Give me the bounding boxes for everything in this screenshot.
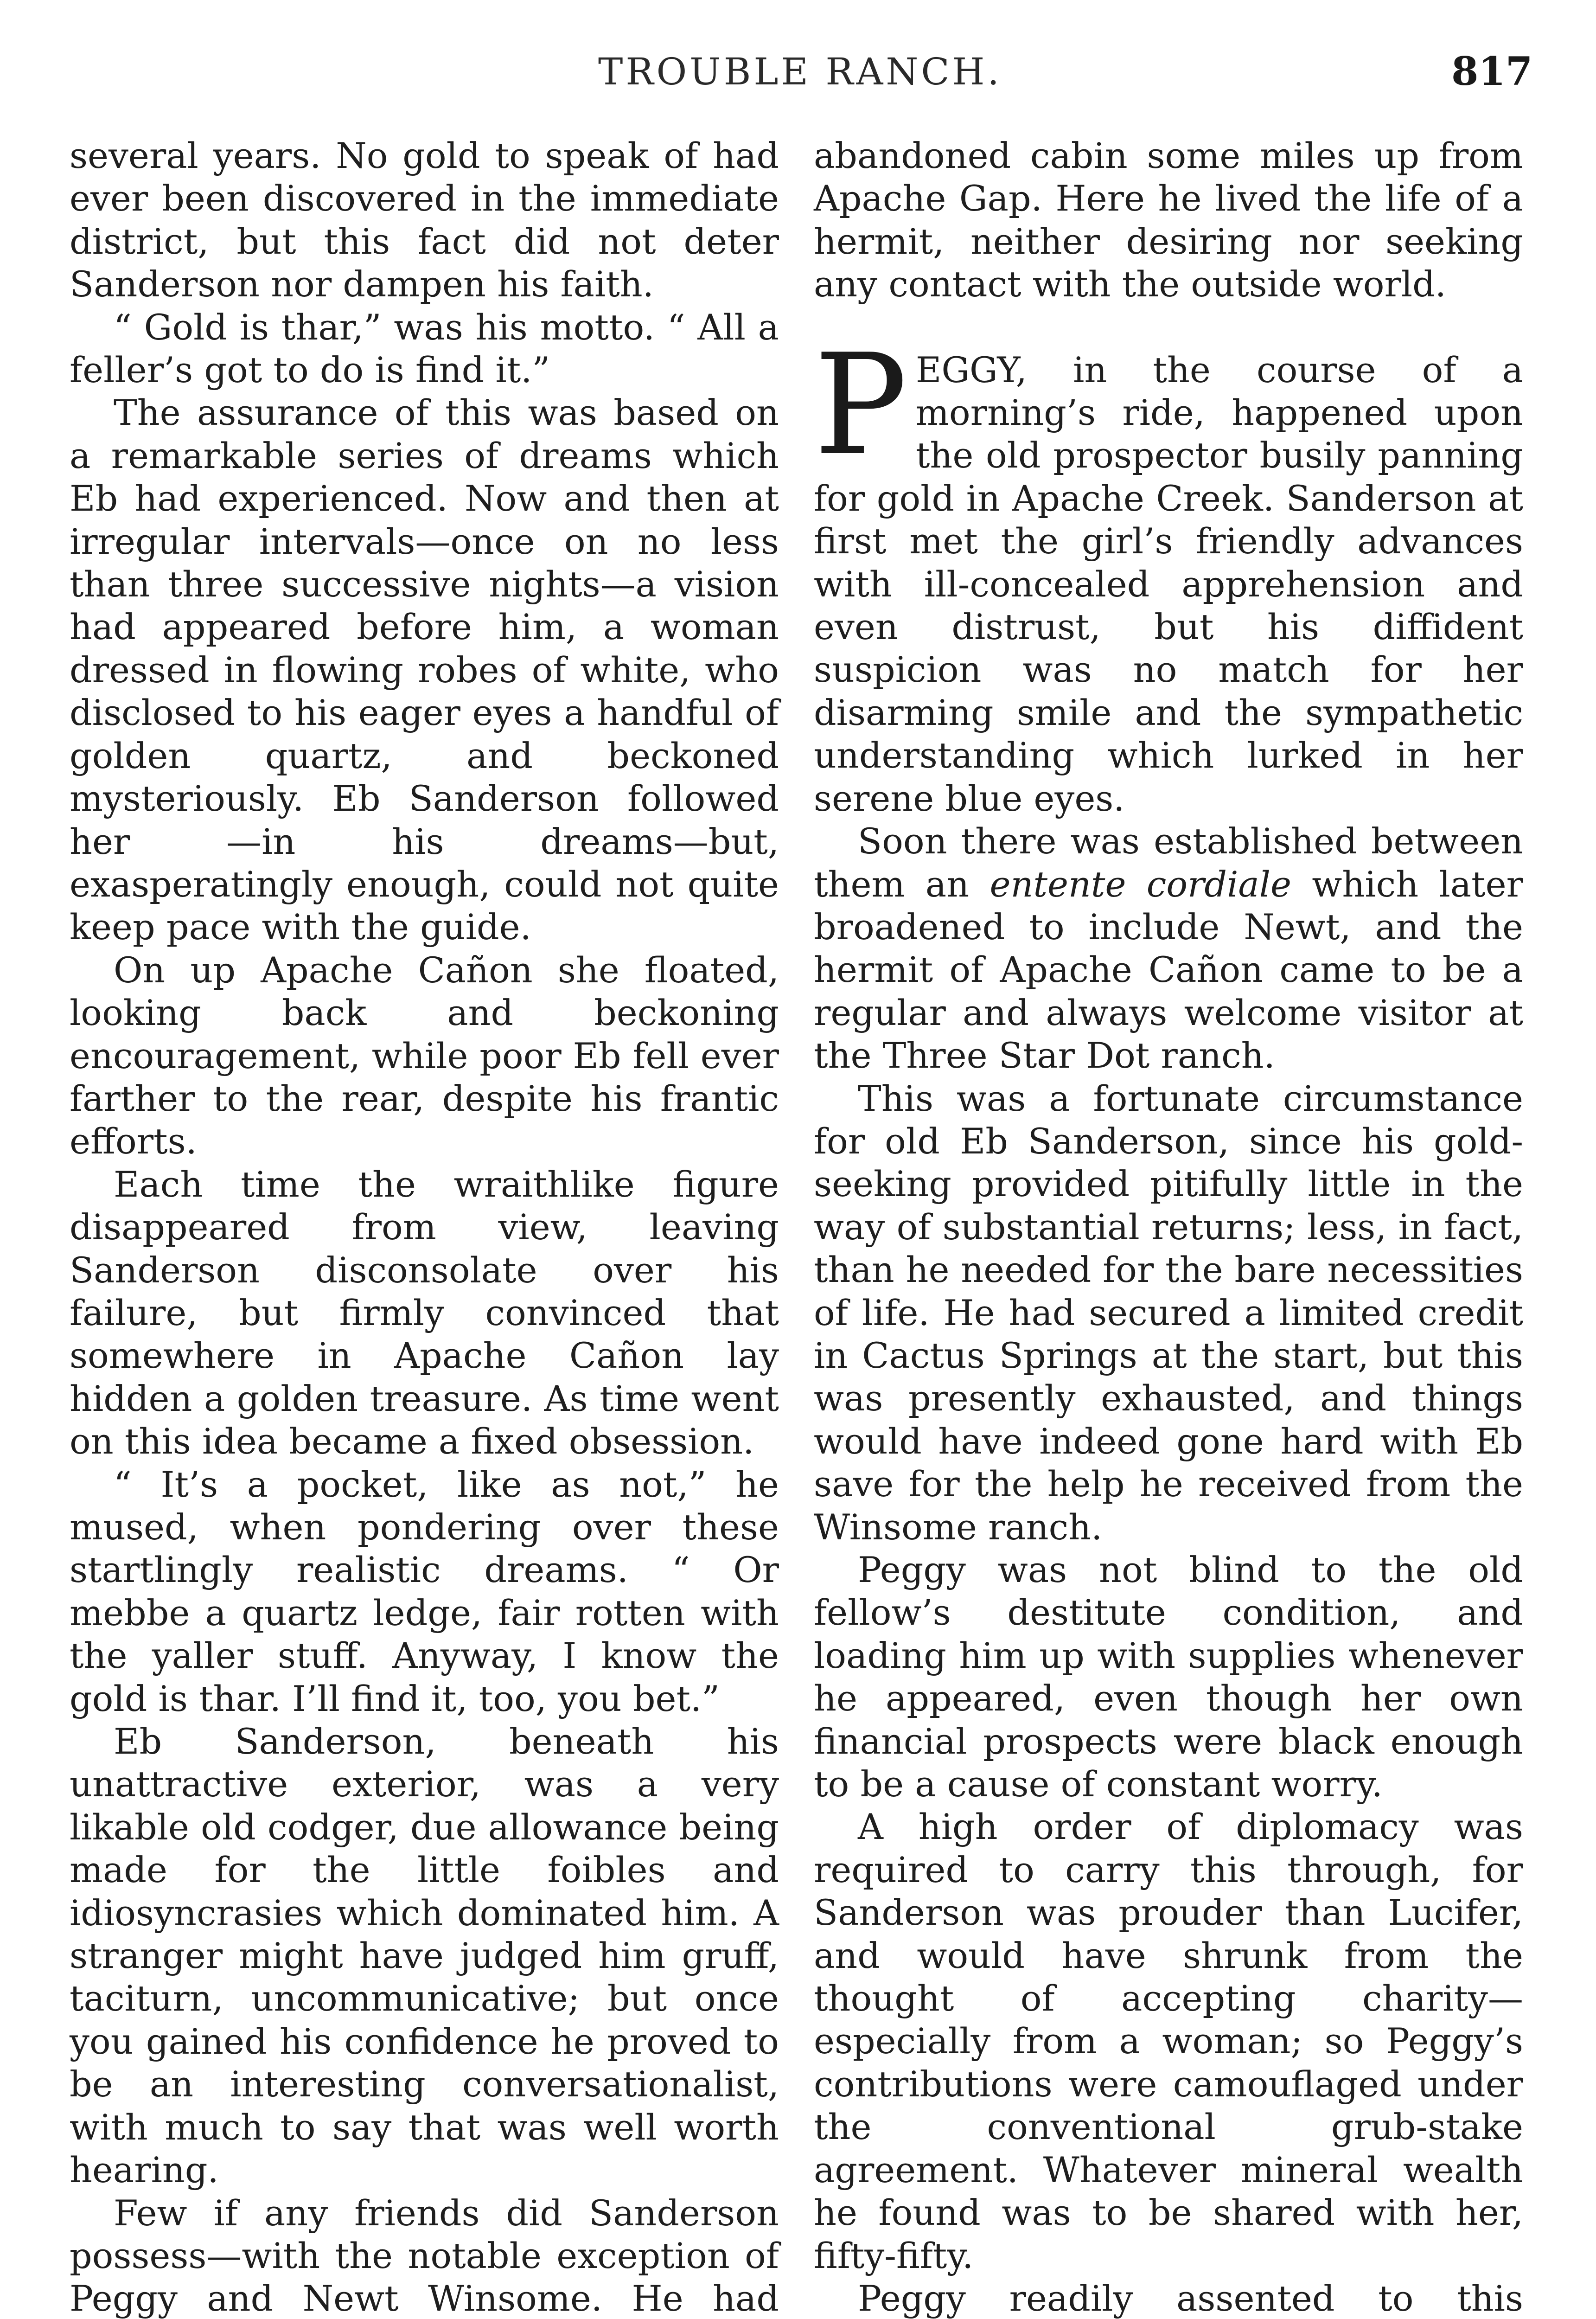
left-column bbox=[70, 135, 779, 2319]
paragraph: abandoned cabin some miles up from Apache Gap. Here he lived the life of a hermit, neither desiring nor seeking any contact with the outside world. bbox=[814, 135, 1523, 305]
paragraph: “ Gold is thar,” was his motto. “ All a feller’s got to do is find it.” bbox=[70, 306, 779, 391]
paragraph: Few if any friends did Sanderson possess—with the notable exception of Peggy and Newt Winsome. He had bbox=[70, 2192, 779, 2319]
paragraph: The assurance of this was based on a remarkable series of dreams which Eb had experienced. Now and then at irregular intervals—once on no less than three successive nights—a vision had appeared before him, a woman dressed in flowing robes of white, who disclosed to his eager eyes a handful of golden quartz, and beckoned mysteriously. Eb Sanderson followed her —in his dreams—but, exasperatingly enough, could not quite keep pace with the guide. bbox=[70, 392, 779, 948]
paragraph: On up Apache Cañon she floated, looking back and beckoning encouragement, while poor Eb fell ever farther to the rear, despite his frantic efforts. bbox=[70, 949, 779, 1162]
drop-cap: P bbox=[814, 324, 907, 486]
paragraph: This was a fortunate circumstance for old Eb Sanderson, since his gold-seeking provided pitifully little in the way of substantial returns; less, in fact, than he needed for the bare necessities of life. He had secured a limited credit in Cactus Springs at the start, but this was presently exhausted, and things would have indeed gone hard with Eb save for the help he received from the Winsome ranch. bbox=[814, 1077, 1523, 1548]
page-number: 817 bbox=[1451, 48, 1533, 94]
paragraph: Peggy readily assented to this bbox=[858, 2277, 1523, 2319]
paragraph: Peggy was not blind to the old fellow’s destitute condition, and loading him up with supplies whenever he appeared, even though her own financial prospects were black enough to be a cause of constant worry. bbox=[814, 1549, 1523, 1805]
section-first-paragraph-text: EGGY, in the course of a morning’s ride, happened upon the old prospector busily panning for gold in Apache Creek. Sanderson at first met the girl’s friendly advances with ill-concealed apprehension and even distrust, but his diffident suspicion was no match for her disarming smile and the sympathetic understanding which lurked in her serene blue eyes. bbox=[814, 349, 1523, 819]
paragraph: Each time the wraithlike figure disappeared from view, leaving Sanderson disconsolate over his failure, but firmly convinced that somewhere in Apache Cañon lay hidden a golden treasure. As time went on this idea became a fixed obsession. bbox=[70, 1163, 779, 1462]
paragraph: Eb Sanderson, beneath his unattractive exterior, was a very likable old codger, due allowance being made for the little foibles and idiosyncrasies which dominated him. A stranger might have judged him gruff, taciturn, uncommunicative; but once you gained his confidence he proved to be an interesting conversationalist, with much to say that was well worth hearing. bbox=[70, 1721, 779, 2191]
paragraph: several years. No gold to speak of had ever been discovered in the immediate district, but this fact did not deter Sanderson nor dampen his faith. bbox=[70, 135, 779, 305]
section-first-paragraph bbox=[814, 324, 1523, 820]
paragraph bbox=[814, 820, 1523, 1077]
running-header-title: TROUBLE RANCH. bbox=[598, 50, 1002, 93]
paragraph: A high order of diplomacy was required to carry this through, for Sanderson was prouder than Lucifer, and would have shrunk from the thought of accepting charity—especially from a woman; so Peggy’s contributions were camouflaged under the conventional grub-stake agreement. Whatever mineral wealth he found was to be shared with her, fifty-fifty. bbox=[814, 1806, 1523, 2276]
entente-after: which later broadened to include Newt, and the hermit of Apache Cañon came to be a regular and always welcome visitor at the Three Star Dot ranch. bbox=[814, 863, 1523, 1076]
entente-before: Soon there was established between them an bbox=[814, 820, 1523, 905]
entente-italic: entente cordiale bbox=[990, 863, 1291, 905]
paragraph: “ It’s a pocket, like as not,” he mused, when pondering over these startlingly realistic dreams. “ Or mebbe a quartz ledge, fair rotten with the yaller stuff. Anyway, I know the gold is thar. I’ll find it, too, you bet.” bbox=[70, 1463, 779, 1719]
right-column bbox=[814, 135, 1523, 2319]
